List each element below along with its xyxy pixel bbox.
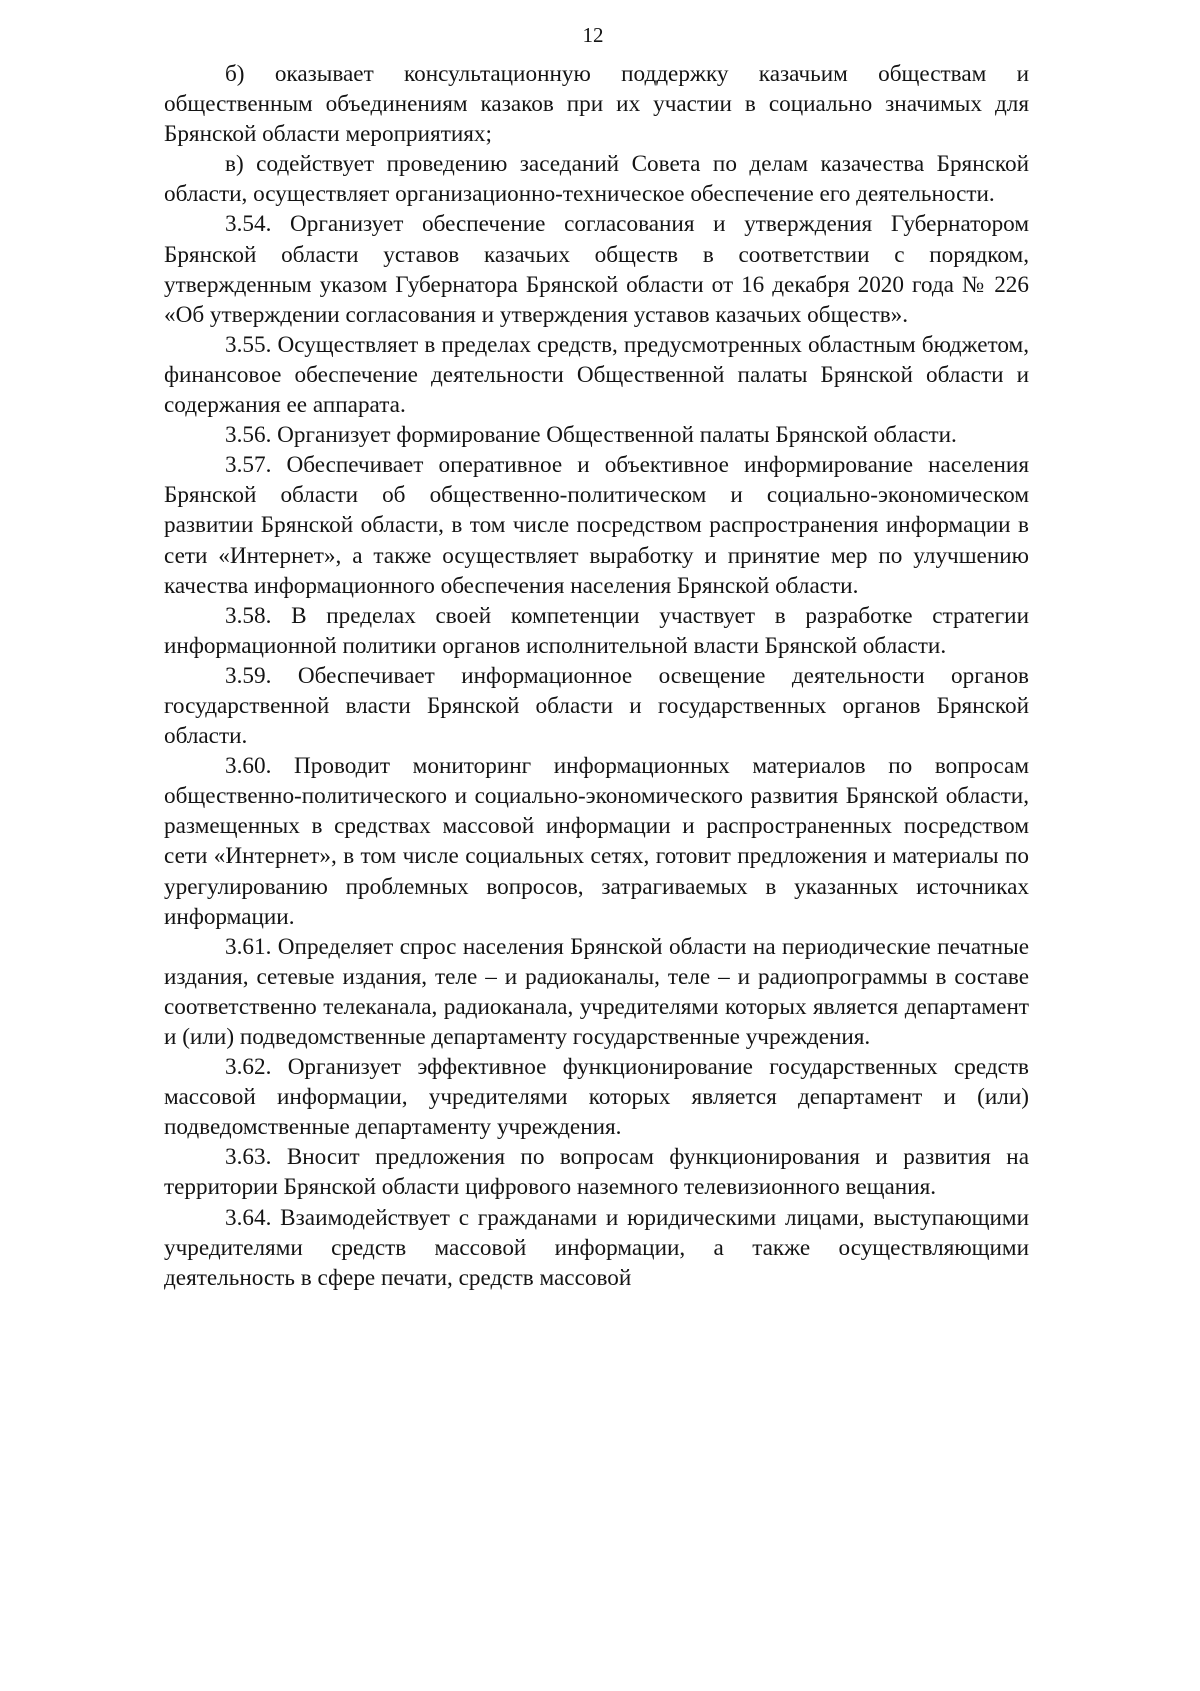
paragraph-3-56: 3.56. Организует формирование Общественной палаты Брянской области. (225, 422, 957, 449)
paragraph-3-54: 3.54. Организует обеспечение согласования и утверждения Губернатором Брянской области уставов казачьих обществ в соответствии с порядком, утвержденным указом Губернатора Брянской области от 16 декабря 2020 года № 226 «Об утверждении согласования и утверждения уставов казачьих обществ». (164, 211, 1029, 328)
paragraph-3-58: 3.58. В пределах своей компетенции участвует в разработке стратегии информационной политики органов исполнительной власти Брянской области. (164, 602, 1029, 659)
paragraph-3-57: 3.57. Обеспечивает оперативное и объективное информирование населения Брянской области об общественно-политическом и социально-экономическом развитии Брянской области, в том числе посредством распространения информации в сети «Интернет», а также осуществляет выработку и принятие мер по улучшению качества информационного обеспечения населения Брянской области. (164, 452, 1029, 599)
paragraph-v: в) содействует проведению заседаний Совета по делам казачества Брянской области, осуществляет организационно-техническое обеспечение его деятельности. (164, 151, 1029, 208)
paragraph-3-64: 3.64. Взаимодействует с гражданами и юридическими лицами, выступающими учредителями средств массовой информации, а также осуществляющими деятельность в сфере печати, средств массовой (164, 1204, 1029, 1291)
paragraph-3-62: 3.62. Организует эффективное функционирование государственных средств массовой информации, учредителями которых является департамент и (или) подведомственные департаменту учреждения. (164, 1054, 1029, 1141)
paragraph-3-63: 3.63. Вносит предложения по вопросам функционирования и развития на территории Брянской области цифрового наземного телевизионного вещания. (164, 1144, 1029, 1201)
paragraph-b: б) оказывает консультационную поддержку казачьим обществам и общественным объединениям казаков при их участии в социально значимых для Брянской области мероприятиях; (164, 61, 1029, 148)
paragraph-3-61: 3.61. Определяет спрос населения Брянской области на периодические печатные издания, сетевые издания, теле – и радиоканалы, теле – и радиопрограммы в составе соответственно телеканала, радиоканала, учредителями которых является департамент и (или) подведомственные департаменту государственные учреждения. (164, 933, 1029, 1050)
paragraph-3-60: 3.60. Проводит мониторинг информационных материалов по вопросам общественно-политического и социально-экономического развития Брянской области, размещенных в средствах массовой информации и распространенных посредством сети «Интернет», в том числе социальных сетях, готовит предложения и материалы по урегулированию проблемных вопросов, затрагиваемых в указанных источниках информации. (164, 753, 1029, 930)
page-number: 12 (582, 23, 604, 47)
paragraph-3-59: 3.59. Обеспечивает информационное освещение деятельности органов государственной власти Брянской области и государственных органов Брянской области. (164, 662, 1029, 750)
paragraph-3-55: 3.55. Осуществляет в пределах средств, предусмотренных областным бюджетом, финансовое обеспечение деятельности Общественной палаты Брянской области и содержания ее аппарата. (164, 331, 1029, 419)
document-body (164, 59, 1029, 1293)
